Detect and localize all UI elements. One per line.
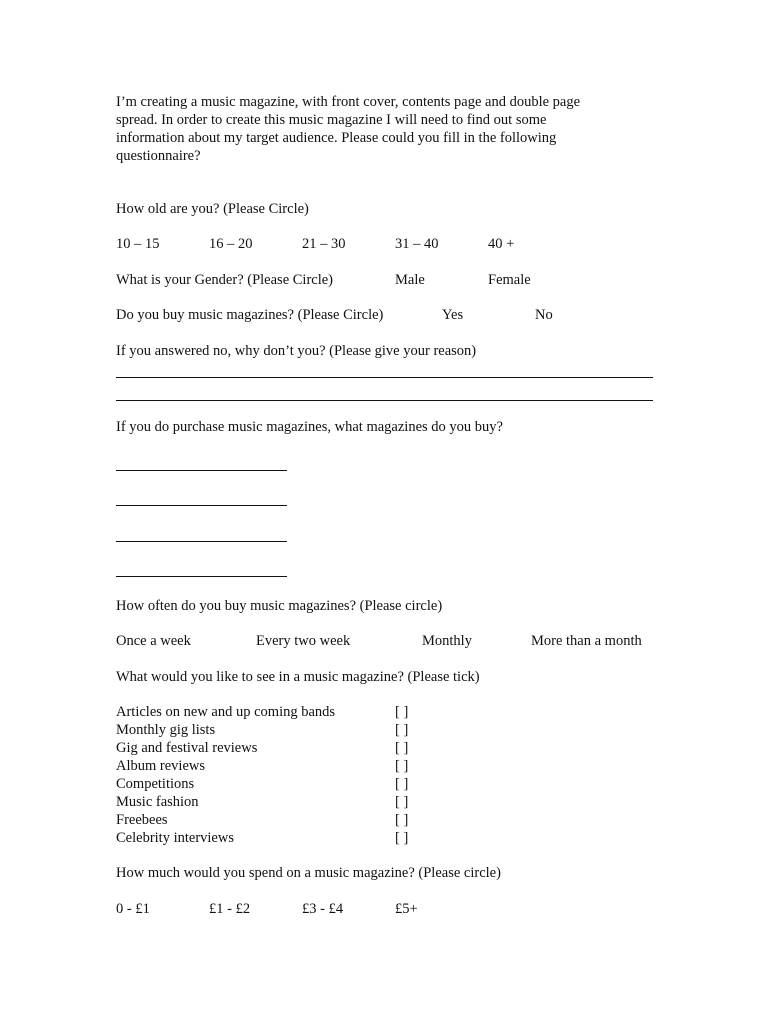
tick-item: [116, 775, 436, 793]
magazine-answer-line[interactable]: [116, 576, 287, 577]
age-option-4[interactable]: 31 – 40: [395, 236, 439, 252]
tick-item-label: Competitions: [116, 776, 195, 792]
gender-option-female[interactable]: Female: [488, 272, 531, 288]
intro-line: spread. In order to create this music magazine I will need to find out some: [116, 112, 547, 128]
age-option-1[interactable]: 10 – 15: [116, 236, 160, 252]
intro-line: information about my target audience. Please could you fill in the following: [116, 130, 557, 146]
tick-box[interactable]: [ ]: [395, 740, 409, 756]
tick-item: [116, 793, 436, 811]
tick-item: [116, 757, 436, 775]
age-option-2[interactable]: 16 – 20: [209, 236, 253, 252]
tick-box[interactable]: [ ]: [395, 794, 409, 810]
age-question: How old are you? (Please Circle): [116, 201, 309, 217]
intro-paragraph: [116, 93, 636, 165]
tick-item: [116, 829, 436, 847]
frequency-option-more-than-month[interactable]: More than a month: [531, 633, 642, 649]
tick-item-label: Album reviews: [116, 758, 205, 774]
tick-item-label: Monthly gig lists: [116, 722, 216, 738]
age-option-5[interactable]: 40 +: [488, 236, 515, 252]
tick-item-label: Celebrity interviews: [116, 830, 234, 846]
tick-item-label: Freebees: [116, 812, 168, 828]
spend-option-1[interactable]: 0 - £1: [116, 901, 150, 917]
age-option-3[interactable]: 21 – 30: [302, 236, 346, 252]
spend-question: How much would you spend on a music magazine? (Please circle): [116, 865, 501, 881]
tick-box[interactable]: [ ]: [395, 758, 409, 774]
intro-line: questionnaire?: [116, 148, 201, 164]
frequency-question: How often do you buy music magazines? (Please circle): [116, 598, 443, 614]
tick-item: [116, 811, 436, 829]
which-magazines-question: If you do purchase music magazines, what magazines do you buy?: [116, 419, 503, 435]
magazine-answer-line[interactable]: [116, 505, 287, 506]
tick-item-label: Articles on new and up coming bands: [116, 704, 336, 720]
magazine-answer-line[interactable]: [116, 470, 287, 471]
why-not-question: If you answered no, why don’t you? (Please give your reason): [116, 343, 477, 359]
tick-box[interactable]: [ ]: [395, 722, 409, 738]
tick-item: [116, 739, 436, 757]
content-question: What would you like to see in a music magazine? (Please tick): [116, 669, 480, 685]
spend-option-2[interactable]: £1 - £2: [209, 901, 251, 917]
tick-item: [116, 721, 436, 739]
spend-option-3[interactable]: £3 - £4: [302, 901, 344, 917]
tick-box[interactable]: [ ]: [395, 830, 409, 846]
frequency-option-monthly[interactable]: Monthly: [422, 633, 472, 649]
tick-item-label: Music fashion: [116, 794, 199, 810]
frequency-option-weekly[interactable]: Once a week: [116, 633, 191, 649]
tick-box[interactable]: [ ]: [395, 776, 409, 792]
intro-line: I’m creating a music magazine, with front cover, contents page and double page: [116, 94, 581, 110]
buy-question: Do you buy music magazines? (Please Circle): [116, 307, 384, 323]
spend-option-4[interactable]: £5+: [395, 901, 418, 917]
buy-option-no[interactable]: No: [535, 307, 553, 323]
content-tick-list: [116, 703, 436, 847]
tick-item: [116, 703, 436, 721]
frequency-option-two-week[interactable]: Every two week: [256, 633, 351, 649]
gender-option-male[interactable]: Male: [395, 272, 425, 288]
tick-box[interactable]: [ ]: [395, 812, 409, 828]
answer-line[interactable]: [116, 400, 653, 401]
magazine-answer-line[interactable]: [116, 541, 287, 542]
tick-box[interactable]: [ ]: [395, 704, 409, 720]
answer-line[interactable]: [116, 377, 653, 378]
buy-option-yes[interactable]: Yes: [442, 307, 464, 323]
tick-item-label: Gig and festival reviews: [116, 740, 258, 756]
gender-question: What is your Gender? (Please Circle): [116, 272, 334, 288]
